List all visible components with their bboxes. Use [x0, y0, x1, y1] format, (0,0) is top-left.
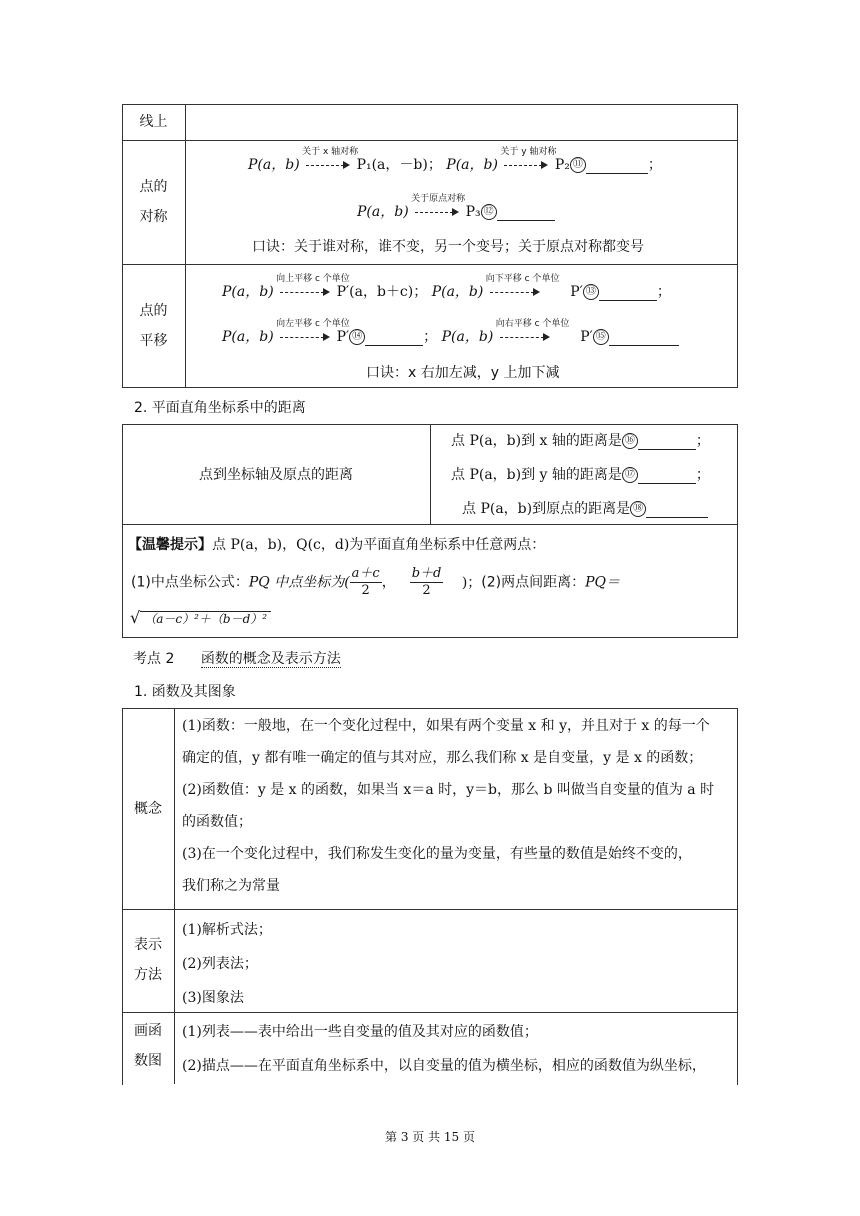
punct: ； — [647, 157, 662, 173]
distance-text: 点 P(a，b)到 x 轴的距离是 — [451, 433, 622, 449]
punct: ； — [423, 329, 438, 345]
arrow-caption: 向右平移 c 个单位 — [495, 319, 570, 329]
blank-number: ⑯ — [622, 433, 638, 449]
drawing-line: (2)描点——在平面直角坐标系中，以自变量的值为横坐标，相应的函数值为纵坐标， — [182, 1058, 706, 1074]
distance-line-origin — [462, 498, 708, 518]
section-title-distance: 2. 平面直角坐标系中的距离 — [134, 400, 306, 416]
label-line: 点的 — [139, 179, 168, 195]
tip-text: 点 P(a，b)，Q(c，d)为平面直角坐标系中任意两点： — [212, 537, 546, 553]
label-line: 对称 — [139, 209, 168, 225]
distance-formula: PQ＝ — [585, 574, 621, 591]
arrow-icon — [485, 274, 560, 299]
sqrt-icon: √ — [130, 608, 141, 627]
concept-line: (1)函数：一般地，在一个变化过程中，如果有两个变量 x 和 y，并且对于 x 的每一个 — [182, 718, 710, 734]
label-line: 点的 — [139, 303, 168, 319]
arrow-icon — [302, 147, 359, 172]
distance-label: (2)两点间距离： — [481, 574, 586, 591]
blank-number: ⑬ — [583, 284, 599, 300]
fill-blank — [638, 435, 696, 450]
punct: )； — [461, 574, 482, 591]
sqrt-expression — [130, 608, 271, 627]
formula-point: P(a，b) — [357, 204, 409, 220]
row-label-representation — [122, 930, 174, 990]
arrow-icon — [500, 147, 557, 172]
blank-number: ⑫ — [481, 204, 497, 220]
translation-rhyme: 口诀：x 右加左减，y 上加下减 — [366, 365, 560, 381]
punct: ； — [695, 433, 710, 449]
fraction-numerator: b＋d — [411, 566, 442, 581]
formula-result: P′ — [336, 329, 350, 345]
fill-blank — [609, 331, 679, 346]
formula-point: P(a，b) — [446, 157, 498, 173]
page-footer: 第 3 页 共 15 页 — [385, 1130, 475, 1144]
representation-line: (2)列表法； — [182, 956, 258, 972]
blank-number: ⑱ — [630, 501, 646, 517]
distance-left-label: 点到坐标轴及原点的距离 — [199, 467, 353, 483]
concept-line: (3)在一个变化过程中，我们称发生变化的量为变量，有些量的数值是始终不变的， — [182, 846, 692, 862]
concept-line: (2)函数值：y 是 x 的函数，如果当 x＝a 时，y＝b，那么 b 叫做当自变量的值为 a 时 — [182, 782, 715, 798]
punct: ； — [656, 284, 671, 300]
kaodian-heading — [133, 648, 341, 668]
midpoint-text: PQ 中点坐标为( — [248, 574, 350, 591]
midpoint-line: (1)中点坐标公式：PQ 中点坐标为( $\frac{a+c}{2}$ ， $\frac{b+d}{2}$ )；(2)两点间距离：PQ＝ — [131, 566, 621, 598]
arrow-caption: 关于原点对称 — [411, 194, 466, 204]
formula-point: P(a，b) — [441, 329, 494, 345]
blank-number: ⑰ — [622, 467, 638, 483]
fraction — [350, 566, 382, 599]
formula-point: P(a，b) — [248, 157, 300, 173]
fill-blank — [586, 159, 648, 174]
fill-blank — [638, 469, 696, 484]
distance-text: 点 P(a，b)到 y 轴的距离是 — [451, 467, 622, 483]
blank-number: ⑭ — [349, 329, 365, 345]
formula-result: P₃ — [465, 204, 481, 220]
formula-result: P′ — [580, 329, 593, 345]
arrow-icon — [495, 319, 570, 344]
drawing-line: (1)列表——表中给出一些自变量的值及其对应的函数值； — [182, 1024, 538, 1040]
formula-point: P(a，b) — [431, 284, 484, 300]
fill-blank — [365, 331, 423, 346]
distance-text: 点 P(a，b)到原点的距离是 — [462, 501, 631, 517]
fill-blank — [646, 503, 708, 518]
concept-paragraph — [182, 710, 732, 902]
distance-line-x — [451, 430, 710, 450]
distance-line-y — [451, 464, 710, 484]
fraction-denominator: 2 — [422, 583, 431, 598]
row-label-online: 线上 — [139, 114, 168, 130]
label-line: 平移 — [139, 333, 168, 349]
fill-blank — [497, 206, 555, 221]
row-label-drawing — [122, 1016, 174, 1076]
translation-formula-2 — [222, 319, 679, 346]
table-distance — [122, 424, 738, 638]
sqrt-radicand: （a－c）²＋（b－d）² — [140, 611, 271, 626]
concept-line: 我们称之为常量 — [182, 878, 280, 894]
arrow-caption: 向下平移 c 个单位 — [485, 274, 560, 284]
symmetry-rhyme: 口诀：关于谁对称，谁不变，另一个变号；关于原点对称都变号 — [252, 239, 644, 255]
row-label-concept: 概念 — [134, 801, 162, 817]
arrow-icon — [411, 194, 466, 219]
formula-point: P(a，b) — [222, 329, 274, 345]
concept-line: 确定的值，y 都有唯一确定的值与其对应，那么我们称 x 是自变量，y 是 x 的函数； — [182, 750, 703, 766]
formula-result: P′(a，b＋c)； — [336, 284, 428, 300]
label-line: 画函 — [134, 1023, 162, 1039]
arrow-icon — [276, 274, 350, 299]
kaodian-title: 函数的概念及表示方法 — [200, 651, 341, 667]
drawing-paragraph — [182, 1015, 738, 1083]
label-line: 方法 — [134, 967, 162, 983]
punct: ； — [695, 467, 710, 483]
fraction-numerator: a＋c — [351, 566, 380, 581]
arrow-caption: 关于 x 轴对称 — [302, 147, 359, 157]
blank-number: ⑮ — [593, 329, 609, 345]
representation-line: (1)解析式法； — [182, 922, 272, 938]
concept-line: 的函数值； — [182, 814, 252, 830]
formula-result: P₁(a，－b)； — [356, 157, 442, 173]
arrow-caption: 向上平移 c 个单位 — [276, 274, 350, 284]
midpoint-label: (1)中点坐标公式： — [131, 574, 249, 591]
label-line: 数图 — [134, 1053, 162, 1069]
representation-paragraph — [182, 913, 732, 1015]
section-title-function: 1. 函数及其图象 — [134, 684, 236, 700]
representation-line: (3)图象法 — [182, 990, 244, 1006]
arrow-icon — [276, 319, 350, 344]
arrow-caption: 向左平移 c 个单位 — [276, 319, 350, 329]
row-label-symmetry — [122, 172, 185, 232]
blank-number: ⑪ — [570, 157, 586, 173]
row-label-translation — [122, 296, 185, 356]
formula-result: P₂ — [554, 157, 570, 173]
translation-formula-1 — [222, 274, 671, 301]
formula-point: P(a，b) — [222, 284, 274, 300]
symmetry-formula-1 — [248, 147, 662, 174]
symmetry-formula-2 — [357, 194, 555, 221]
fill-blank — [599, 286, 657, 301]
fraction-denominator: 2 — [361, 583, 370, 598]
formula-result: P′ — [570, 284, 583, 300]
tip-line — [128, 534, 545, 554]
label-line: 表示 — [134, 937, 162, 953]
fraction — [410, 566, 444, 599]
arrow-caption: 关于 y 轴对称 — [500, 147, 557, 157]
tip-heading: 【温馨提示】 — [128, 537, 212, 553]
kaodian-label: 考点 2 — [133, 651, 175, 667]
